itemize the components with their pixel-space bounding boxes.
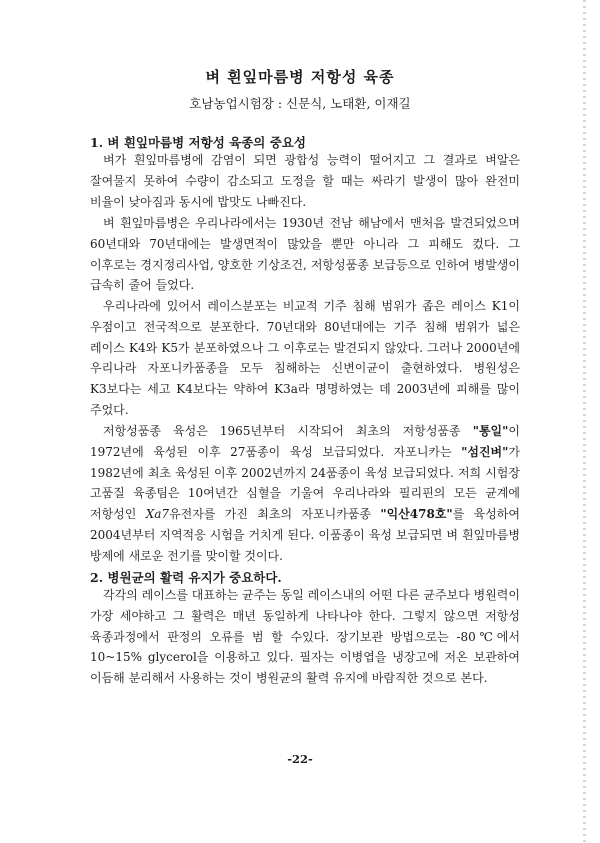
paragraph-1-2: 벼 흰잎마름병은 우리나라에서는 1930년 전남 해남에서 맨처음 발견되었으며 60년대와 70년대에는 발생면적이 많았을 뿐만 아니라 그 피해도 컸다. 그 이후로는 경지정리사업, 양호한 기상조건, 저항성품종 보급등으로 인하여 병발생이 급속히 줄어 들었다.	[90, 216, 520, 293]
paragraph-1-4	[90, 421, 520, 567]
document-title: 벼 흰잎마름병 저항성 육종	[205, 68, 395, 86]
paragraph-1-4-part-3: 가 1982년에 최초 육성된 이후 2002년까지 24품종이 육성 보급되었다. 저희 시험장 고품질 육종팀은 10여년간 심혈을 기울여 우리나라와 필리핀의 모든 균계에 저항성인	[90, 444, 520, 522]
paragraph-1-3: 우리나라에 있어서 레이스분포는 비교적 기주 침해 범위가 좁은 레이스 K1이 우점이고 전국적으로 분포한다. 70년대와 80년대에는 기주 침해 범위가 넓은 레이스 K4와 K5가 분포하였으나 그 이후로는 발견되지 않았다. 그러나 2000년에 우리나라 자포니카품종을 모두 침해하는 신변이균이 출현하였다. 병원성은 K3보다는 세고 K4보다는 약하여 K3a라 명명하였는 데 2003년에 피해를 많이 주었다.	[90, 299, 520, 417]
variety-tongil: "통일"	[472, 424, 509, 438]
paragraph-1-4-part-5: 를 육성하여 2004년부터 지역적응 시험을 거치게 된다. 이품종이 육성 보급되면 벼 흰잎마름병 방제에 새로운 전기를 맞이할 것이다.	[90, 507, 520, 563]
paragraph-1-4-part-1: 저항성품종 육성은 1965년부터 시작되어 최초의 저항성품종	[103, 424, 473, 438]
scan-edge	[583, 0, 586, 843]
gene-xa7: Xa7	[145, 507, 170, 522]
paragraph-2-1: 각각의 레이스를 대표하는 균주는 동일 레이스내의 어떤 다른 균주보다 병원력이 가장 세야하고 그 활력은 매년 동일하게 나타나야 한다. 그렇지 않으면 저항성 육종과정에서 판정의 오류를 범 할 수있다. 장기보관 방법으로는 -80℃에서 10~15% glycerol을 이용하고 있다. 필자는 이병엽을 냉장고에 저온 보관하여 이듬해 분리해서 사용하는 것이 병원균의 활력 유지에 바람직한 것으로 본다.	[90, 588, 520, 686]
page-number: -22-	[287, 752, 313, 766]
paragraph-1-4-part-2: 이 1972년에 육성된 이후 27품종이 육성 보급되었다. 자포니카는	[90, 424, 520, 459]
section-heading-1: 1. 벼 흰잎마름병 저항성 육종의 중요성	[90, 135, 306, 150]
variety-seomjin: "섬진벼"	[461, 444, 509, 459]
paragraph-1-4-part-4: 유전자를 가진 최초의 자포니카품종	[169, 507, 381, 522]
section-heading-2: 2. 병원균의 활력 유지가 중요하다.	[90, 570, 282, 585]
variety-iksan478: "익산478호"	[380, 507, 453, 522]
document-authors: 호남농업시험장 : 신문식, 노태환, 이재길	[189, 96, 411, 111]
paragraph-1-1: 벼가 흰잎마름병에 감염이 되면 광합성 능력이 떨어지고 그 결과로 벼알은 잘여물지 못하여 수량이 감소되고 도정을 할 때는 싸라기 발생이 많아 완전미 비율이 낮아짐과 동시에 밥맛도 나빠진다.	[90, 153, 520, 209]
